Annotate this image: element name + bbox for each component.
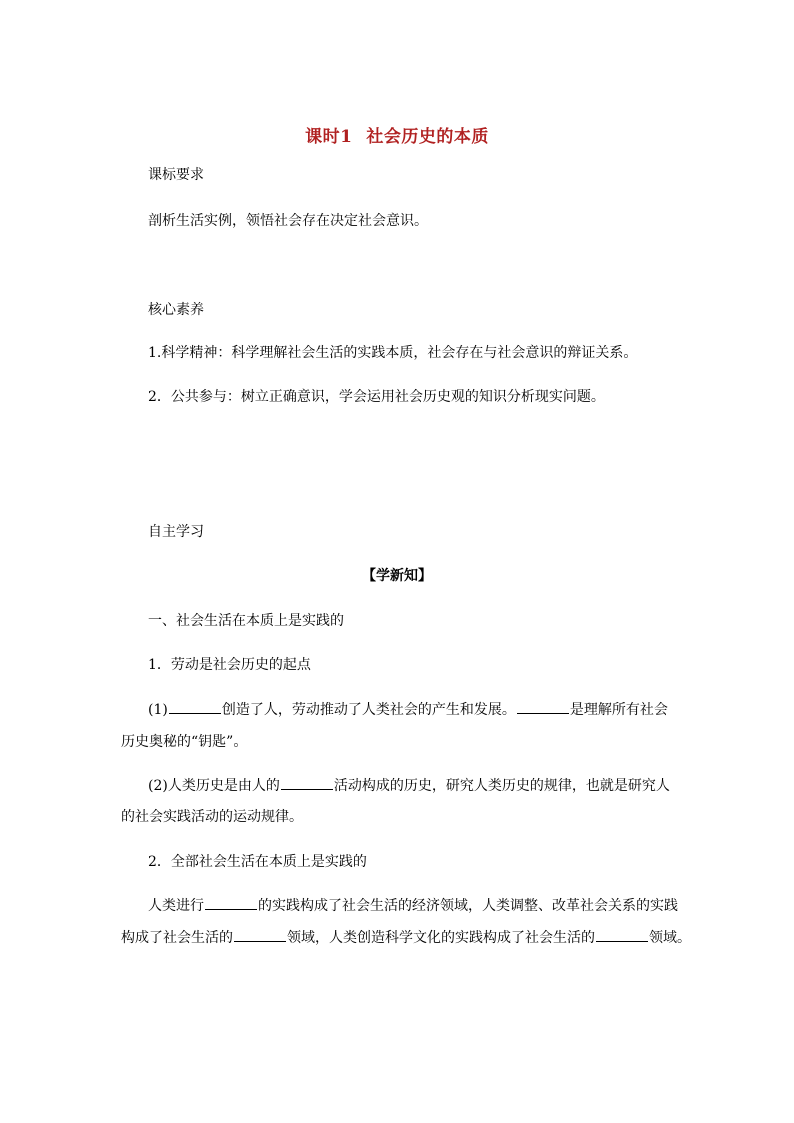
new-knowledge-heading: 【学新知】 bbox=[362, 568, 432, 584]
heading-1-2: 2．全部社会生活在本质上是实践的 bbox=[148, 854, 367, 870]
page-title bbox=[0, 122, 794, 147]
heading-1-1: 1．劳动是社会历史的起点 bbox=[148, 657, 311, 673]
fill-blank[interactable] bbox=[281, 777, 333, 790]
literacy-item-2: 2．公共参与：树立正确意识，学会运用社会历史观的知识分析现实问题。 bbox=[148, 389, 605, 405]
section-heading-self-study: 自主学习 bbox=[148, 524, 204, 540]
fill-blank[interactable] bbox=[169, 701, 221, 714]
paragraph-3-line-2: 构成了社会生活的 领域，人类创造科学文化的实践构成了社会生活的 领域。 bbox=[121, 930, 691, 946]
heading-part-1: 一、社会生活在本质上是实践的 bbox=[148, 613, 344, 629]
paragraph-2-line-2: 的社会实践活动的运动规律。 bbox=[121, 809, 303, 825]
lesson-title: 社会历史的本质 bbox=[366, 127, 489, 147]
section-heading-literacy: 核心素养 bbox=[148, 302, 204, 318]
curriculum-text: 剖析生活实例，领悟社会存在决定社会意识。 bbox=[148, 213, 428, 229]
paragraph-1-line-1: (1) 创造了人，劳动推动了人类社会的产生和发展。 是理解所有社会 bbox=[148, 702, 668, 718]
fill-blank[interactable] bbox=[205, 897, 257, 910]
fill-blank[interactable] bbox=[596, 929, 648, 942]
lesson-number: 课时1 bbox=[305, 127, 353, 147]
literacy-item-1: 1.科学精神：科学理解社会生活的实践本质，社会存在与社会意识的辩证关系。 bbox=[148, 345, 638, 361]
paragraph-2-line-1: (2)人类历史是由人的 活动构成的历史，研究人类历史的规律，也就是研究人 bbox=[148, 778, 670, 794]
fill-blank[interactable] bbox=[234, 929, 286, 942]
paragraph-3-line-1: 人类进行 的实践构成了社会生活的经济领域，人类调整、改革社会关系的实践 bbox=[148, 898, 678, 914]
paragraph-1-line-2: 历史奥秘的“钥匙”。 bbox=[121, 734, 248, 750]
fill-blank[interactable] bbox=[517, 701, 569, 714]
section-heading-curriculum: 课标要求 bbox=[148, 167, 204, 183]
